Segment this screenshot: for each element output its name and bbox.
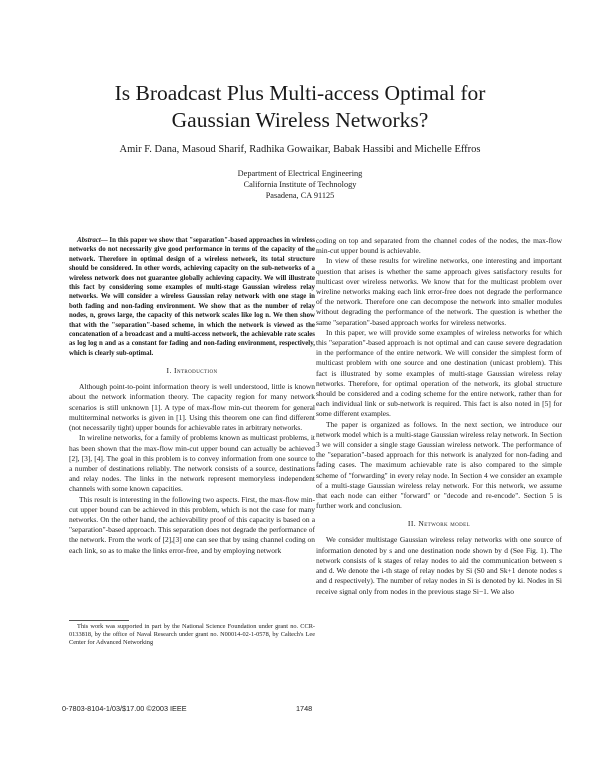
body-paragraph-wireline-question: In view of these results for wireline networks, one interesting and important question that arises is whether the same approach gives satisfactory results for multicast over wireless networks. We know that for the multicast problem over wireline networks making each link error-free does not degrade the performance of the network. Therefore one can decompose the network into smaller modules without degrading the performance of the network. The question is whether the same "separation"-based approach works for wireless networks. [316,256,562,327]
author-list: Amir F. Dana, Masoud Sharif, Radhika Gowaikar, Babak Hassibi and Michelle Effros [119,144,481,155]
abstract-text: — In this paper we show that "separation"-based approaches in wireless networks do not necessarily give good performance in terms of the capacity of the network. Therefore in optimal design of a wireless network, its total structure should be considered. In other words, achieving capacity on the sub-networks of a wireless network does not guarantee globally achieving capacity. We will illustrate this fact by considering some examples of multi-stage Gaussian wireless relay networks. We will consider a wireless Gaussian relay network with one stage in both fading and non-fading environment. We show that as the number of relay nodes, n, grows large, the capacity of this network scales like log n. We then show that with the "separation"-based scheme, in which the network is viewed as the concatenation of a broadcast and a multi-access network, the achievable rate scales as log log n and as a constant for fading and non-fading environment, respectively, which is clearly sub-optimal. [69,237,315,357]
intro-paragraph-3: This result is interesting in the following two aspects. First, the max-flow min-cut upper bound can be achieved in this problem, which is not the case for many networks. On the other hand, the achievability proof of this capacity is based on a "separation"-based approach. This separation does not degrade the performance of the network. From the work of [2],[3] one can see that by using channel coding on each link, so as to make the links error-free, and by employing network [69,494,315,555]
title-line-1: Is Broadcast Plus Multi-access Optimal for [114,81,486,105]
body-paragraph-examples: In this paper, we will provide some examples of wireless networks for which this "separation"-based approach is not optimal and can cause severe degradation in the performance of the entire network. We will consider the simplest form of multicast problem with one source and one destination (unicast problem). This fact is illustrated by some examples of multi-stage Gaussian wireless relay networks. Therefore, for optimal operation of the network, its global structure should be considered and a coding scheme for the entire network, rather than for each individual link or sub-network is required. This fact is also noted in [5] for some different examples. [316,327,562,419]
affiliation-block [150,168,450,201]
abstract [69,236,315,358]
footer-page-number: 1748 [296,704,313,713]
network-model-paragraph: We consider multistage Gaussian wireless relay networks with one source of information denoted by s and one destination node shown by d (See Fig. 1). The network consists of k stages of relay nodes to aid the communication between s and d. We denote the i-th stage of relay nodes by Si (S0 and Sk+1 denote nodes s and d respectively). The number of relay nodes in Si is denoted by ki. Nodes in Si receive signal only from nodes in the previous stage Si−1. We also [316,535,562,596]
title-line-2: Gaussian Wireless Networks? [171,108,429,132]
funding-footnote: This work was supported in part by the National Science Foundation under grant no. CCR-0133818, by the office of Naval Research under grant no. N00014-02-1-0578, by Caltech's Lee Center for Advanced Networking [69,623,315,647]
footnote-rule [69,620,129,621]
abstract-lead: Abstract [77,237,101,244]
left-column [69,236,315,556]
section-heading-introduction: I. Introduction [166,366,218,376]
right-column [316,236,562,597]
affiliation-city: Pasadena, CA 91125 [265,191,335,200]
body-paragraph-organization: The paper is organized as follows. In the next section, we introduce our network model which is a multi-stage Gaussian wireless relay network. In Section 3 we will consider a single stage Gaussian wireless network. The performance of the "separation"-based approach for this network is analyzed for non-fading and fading cases. The maximum achievable rate is also compared to the simple scheme of "forwarding" in every relay node. In Section 4 we consider an example of a multi-stage Gaussian wireless relay network. For this network, we assume that each node can either "forward" or "decode and re-encode". Section 5 is further work and conclusion. [316,419,562,511]
intro-paragraph-1: Although point-to-point information theory is well understood, little is known about the network information theory. The capacity region for many network scenarios is still unknown [1]. A type of max-flow min-cut theorem for general multiterminal networks is given in [1]. Using this theorem one can find different (not necessarily tight) upper bounds for achievable rates in arbitrary networks. [69,382,315,433]
affiliation-department: Department of Electrical Engineering [237,169,363,178]
affiliation-institution: California Institute of Technology [243,180,357,189]
intro-paragraph-2: In wireline networks, for a family of problems known as multicast problems, it has been shown that the max-flow min-cut upper bound can actually be achieved [2], [3], [4]. The goal in this problem is to convey information from one source to a number of destinations reliably. The network consists of a source, destinations and relay nodes. The links in the network represent memoryless independent channels with some known capacities. [69,433,315,494]
footer-copyright: 0-7803-8104-1/03/$17.00 ©2003 IEEE [62,704,187,713]
body-paragraph-continued: coding on top and separated from the channel codes of the nodes, the max-flow min-cut upper bound is achievable. [316,236,562,256]
section-heading-network-model: II. Network model [407,519,471,529]
paper-title [40,80,560,134]
